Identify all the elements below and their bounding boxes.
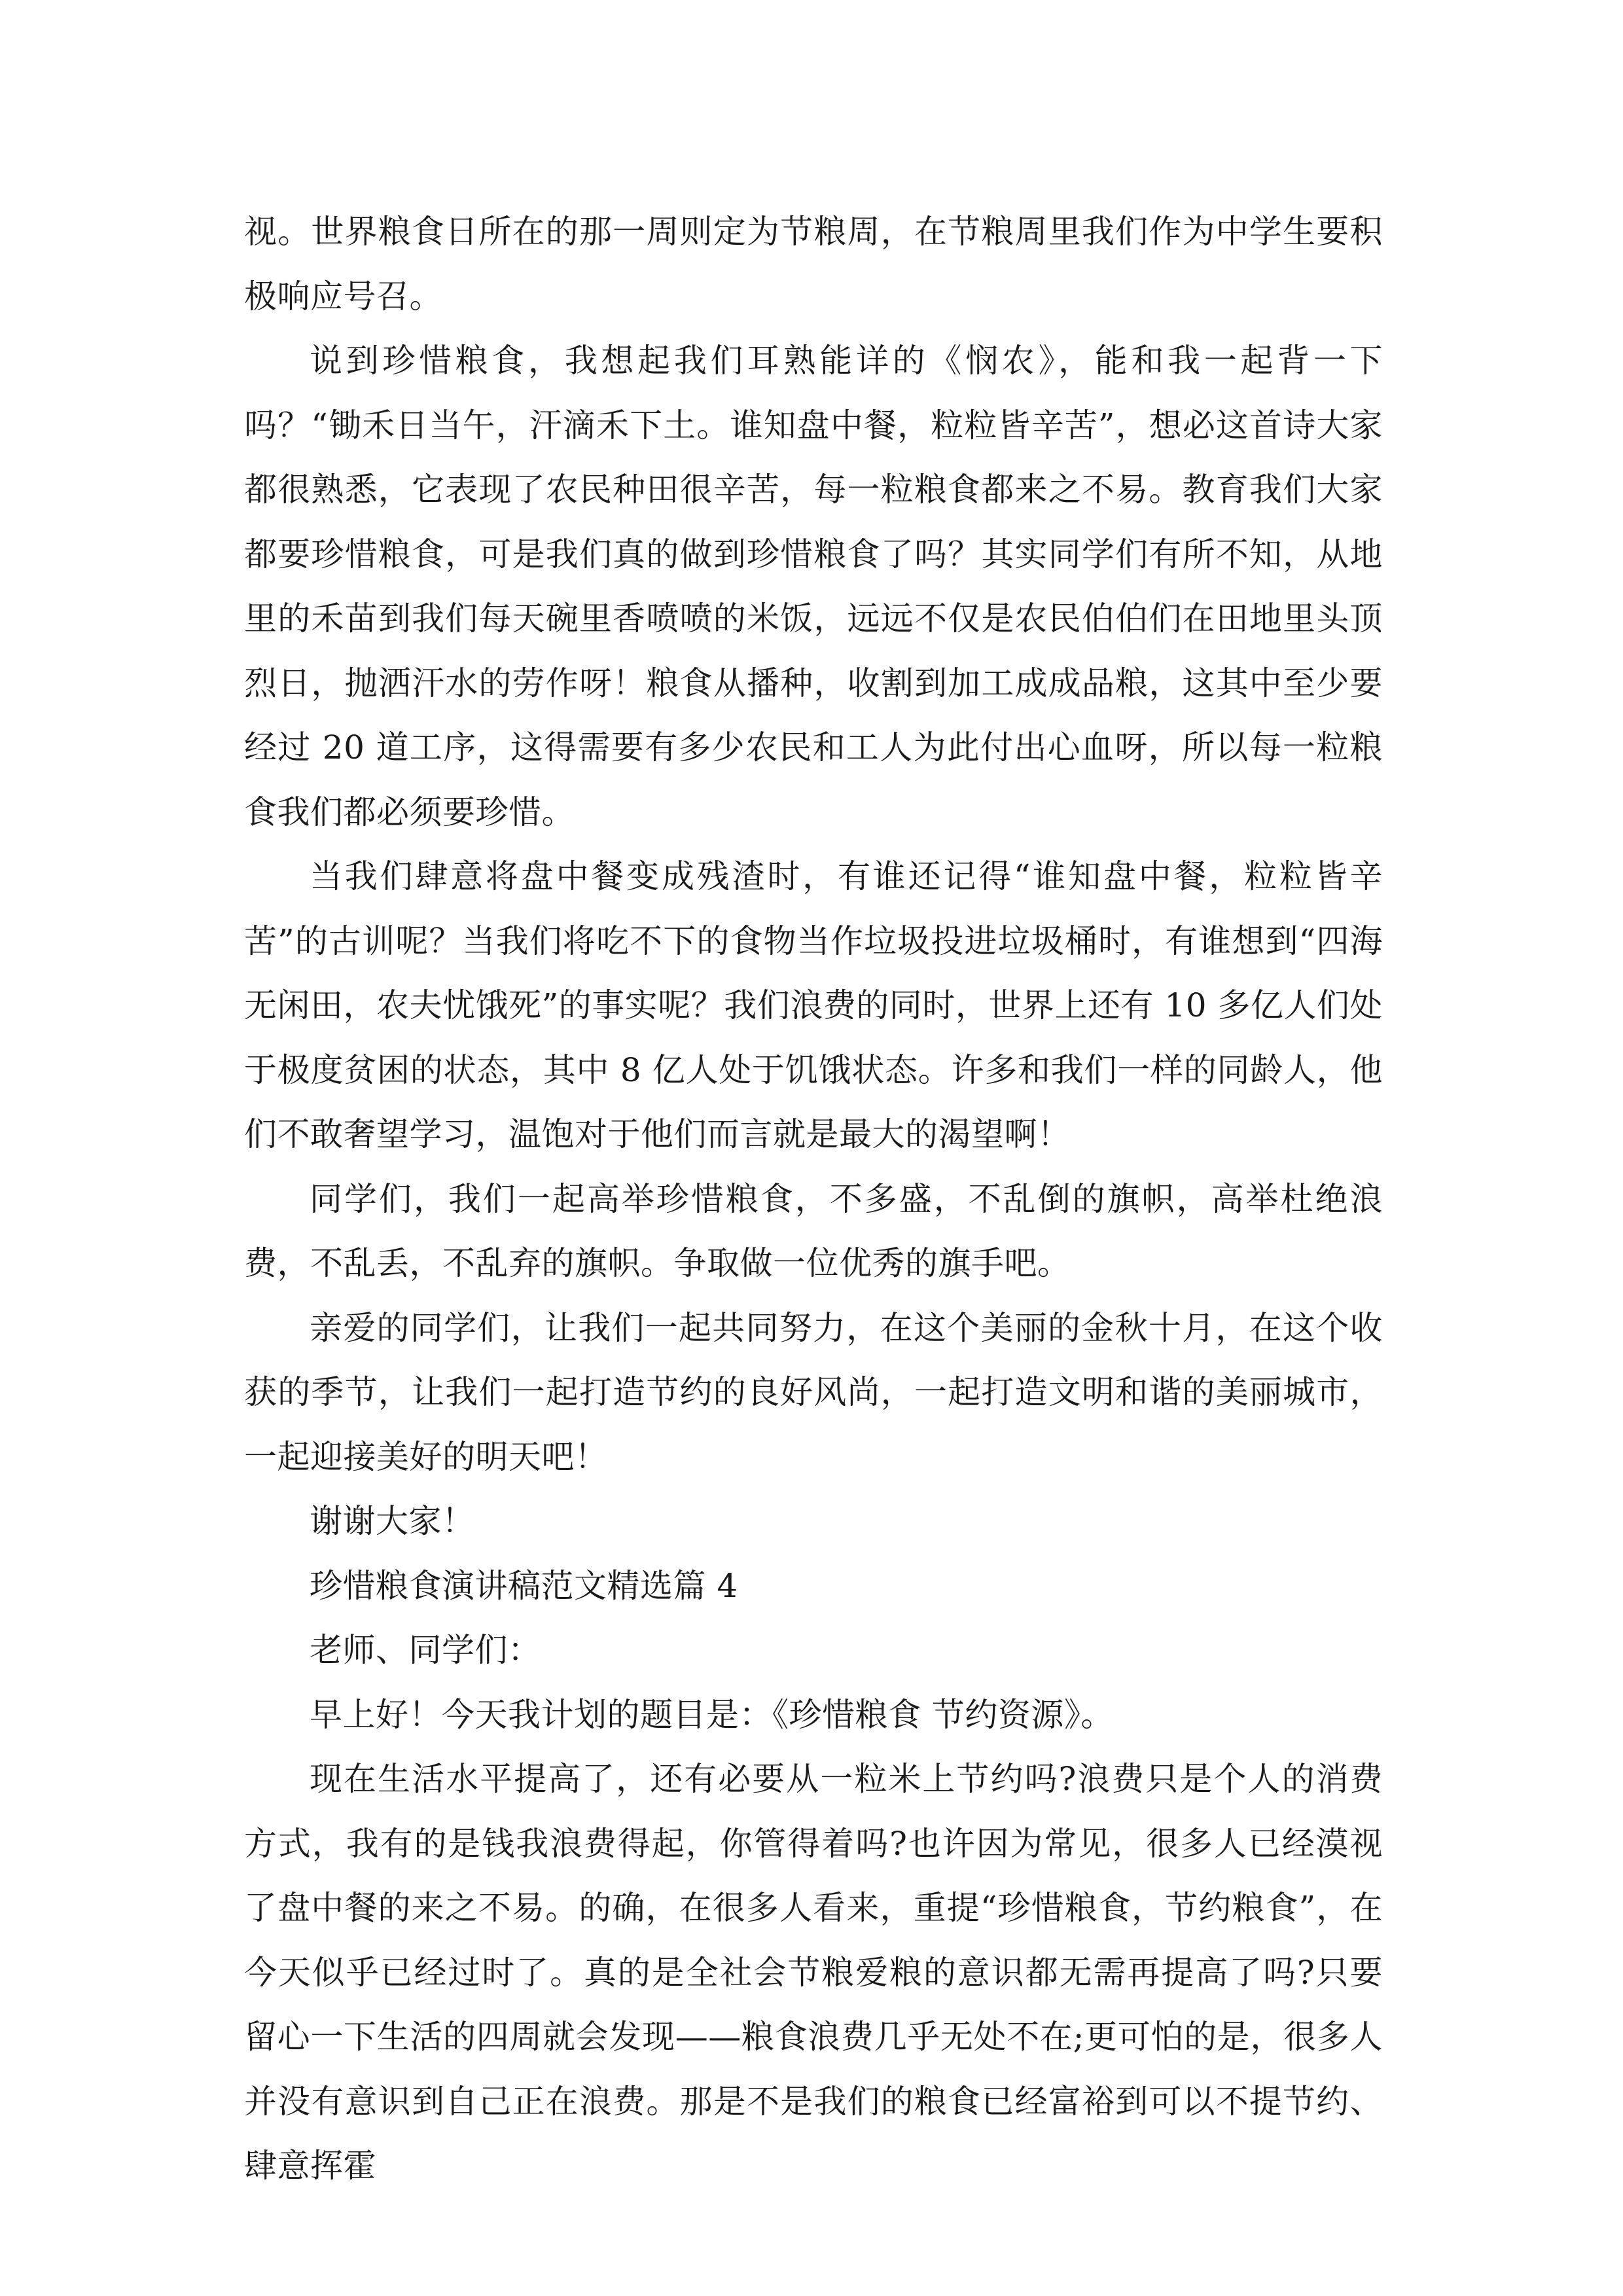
paragraph-waste-reflection: 当我们肆意将盘中餐变成残渣时，有谁还记得“谁知盘中餐，粒粒皆辛苦”的古训呢？当我们将吃不下的食物当作垃圾投进垃圾桶时，有谁想到“四海无闲田，农夫忧饿死”的事实呢？我们浪费的同时，世界上还有 10 多亿人们处于极度贫困的状态，其中 8 亿人处于饥饿状态。许多和我们一样的同龄人，他们不敢奢望学习，温饱对于他们而言就是最大的渴望啊！ bbox=[244, 857, 1383, 1153]
paragraph-thanks: 谢谢大家！ bbox=[310, 1502, 475, 1540]
paragraph-greeting-title: 早上好！今天我计划的题目是：《珍惜粮食 节约资源》。 bbox=[310, 1695, 1114, 1734]
section-heading: 珍惜粮食演讲稿范文精选篇 4 bbox=[310, 1566, 738, 1605]
paragraph-poem-mention: 说到珍惜粮食，我想起我们耳熟能详的《悯农》，能和我一起背一下吗？“锄禾日当午，汗滴禾下土。谁知盘中餐，粒粒皆辛苦”，想必这首诗大家都很熟悉，它表现了农民种田很辛苦，每一粒粮食都来之不易。教育我们大家都要珍惜粮食，可是我们真的做到珍惜粮食了吗？其实同学们有所不知，从地里的禾苗到我们每天碗里香喷喷的米饭，远远不仅是农民伯伯们在田地里头顶烈日，抛洒汗水的劳作呀！粮食从播种，收割到加工成成品粮，这其中至少要经过 20 道工序，这得需要有多少农民和工人为此付出心血呀，所以每一粒粮食我们都必须要珍惜。 bbox=[244, 342, 1383, 831]
paragraph-continuation: 视。世界粮食日所在的那一周则定为节粮周，在节粮周里我们作为中学生要积极响应号召。 bbox=[244, 213, 1383, 315]
paragraph-salutation: 老师、同学们： bbox=[310, 1631, 541, 1669]
paragraph-flag-call: 同学们，我们一起高举珍惜粮食，不多盛，不乱倒的旗帜，高举杜绝浪费，不乱丢，不乱弃的旗帜。争取做一位优秀的旗手吧。 bbox=[244, 1179, 1383, 1282]
paragraph-living-standard: 现在生活水平提高了，还有必要从一粒米上节约吗?浪费只是个人的消费方式，我有的是钱我浪费得起，你管得着吗?也许因为常见，很多人已经漠视了盘中餐的来之不易。的确，在很多人看来，重提“珍惜粮食，节约粮食”，在今天似乎已经过时了。真的是全社会节粮爱粮的意识都无需再提高了吗?只要留心一下生活的四周就会发现——粮食浪费几乎无处不在;更可怕的是，很多人并没有意识到自己正在浪费。那是不是我们的粮食已经富裕到可以不提节约、肆意挥霍 bbox=[244, 1760, 1383, 2185]
paragraph-closing-appeal: 亲爱的同学们，让我们一起共同努力，在这个美丽的金秋十月，在这个收获的季节，让我们一起打造节约的良好风尚，一起打造文明和谐的美丽城市，一起迎接美好的明天吧！ bbox=[244, 1308, 1383, 1476]
document-body bbox=[244, 200, 1383, 2198]
